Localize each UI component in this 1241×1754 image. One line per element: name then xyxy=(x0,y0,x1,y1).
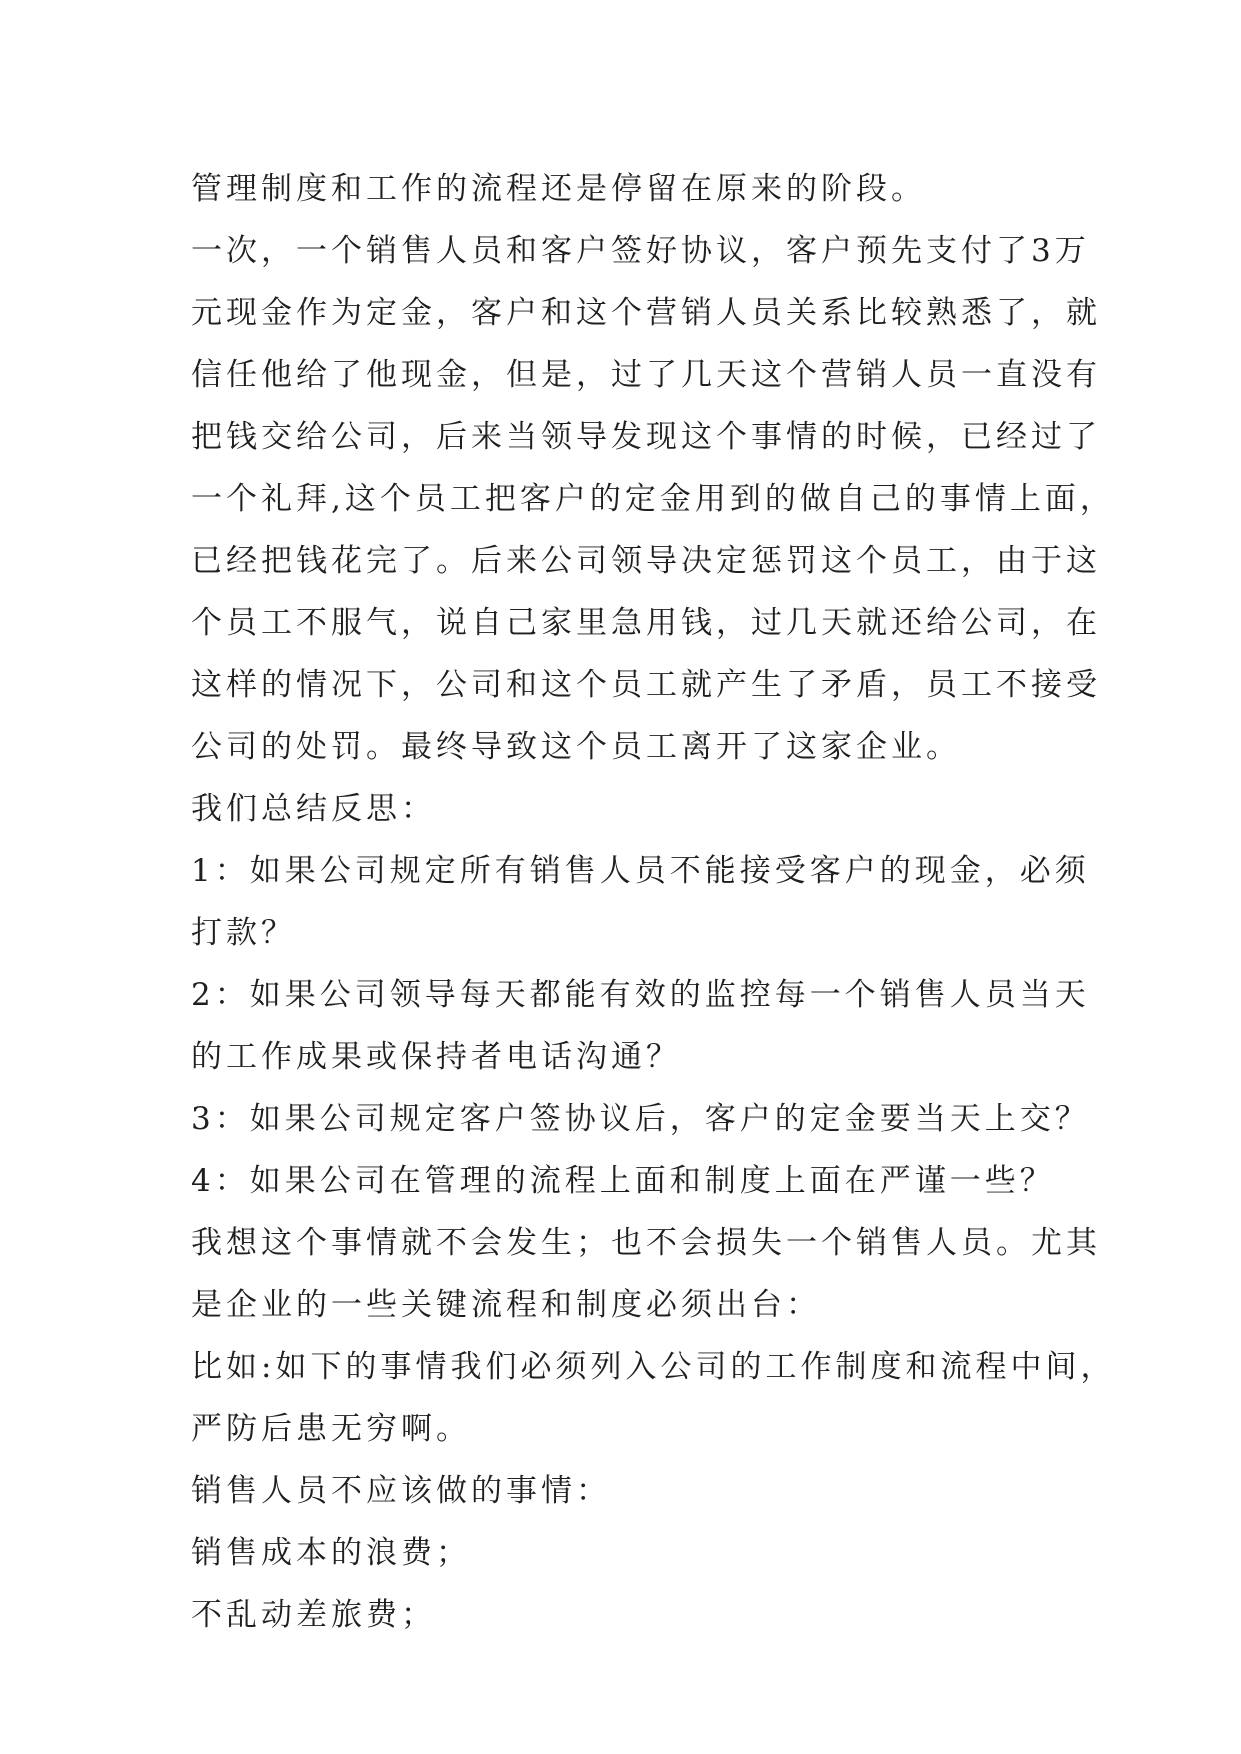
text-line: 4：如果公司在管理的流程上面和制度上面在严谨一些？ xyxy=(191,1163,1055,1199)
text-line: 个员工不服气，说自己家里急用钱，过几天就还给公司，在 xyxy=(191,605,1101,641)
text-line: 不乱动差旅费； xyxy=(191,1597,436,1633)
text-line: 3：如果公司规定客户签协议后，客户的定金要当天上交？ xyxy=(191,1101,1090,1137)
text-line: 元现金作为定金，客户和这个营销人员关系比较熟悉了，就 xyxy=(191,295,1101,331)
text-line: 比如:如下的事情我们必须列入公司的工作制度和流程中间， xyxy=(191,1349,1116,1385)
text-line: 我想这个事情就不会发生；也不会损失一个销售人员。尤其 xyxy=(191,1225,1101,1261)
text-line: 销售成本的浪费； xyxy=(191,1535,471,1571)
text-line: 公司的处罚。最终导致这个员工离开了这家企业。 xyxy=(191,729,961,765)
text-line: 这样的情况下，公司和这个员工就产生了矛盾，员工不接受 xyxy=(191,667,1101,703)
text-line: 销售人员不应该做的事情： xyxy=(191,1473,611,1509)
text-line: 打款？ xyxy=(191,915,296,951)
text-line: 一次，一个销售人员和客户签好协议，客户预先支付了3万 xyxy=(191,233,1090,269)
text-line: 严防后患无穷啊。 xyxy=(191,1411,471,1447)
text-line: 已经把钱花完了。后来公司领导决定惩罚这个员工，由于这 xyxy=(191,543,1101,579)
text-line: 一个礼拜,这个员工把客户的定金用到的做自己的事情上面， xyxy=(191,481,1115,517)
text-line: 2：如果公司领导每天都能有效的监控每一个销售人员当天 xyxy=(191,977,1090,1013)
document-body xyxy=(191,158,1116,1646)
text-line: 是企业的一些关键流程和制度必须出台： xyxy=(191,1287,821,1323)
text-line: 管理制度和工作的流程还是停留在原来的阶段。 xyxy=(191,171,926,207)
text-line: 信任他给了他现金，但是，过了几天这个营销人员一直没有 xyxy=(191,357,1101,393)
text-line: 我们总结反思： xyxy=(191,791,436,827)
text-line: 把钱交给公司，后来当领导发现这个事情的时候，已经过了 xyxy=(191,419,1101,455)
text-line: 1：如果公司规定所有销售人员不能接受客户的现金，必须 xyxy=(191,853,1090,889)
text-line: 的工作成果或保持者电话沟通？ xyxy=(191,1039,681,1075)
